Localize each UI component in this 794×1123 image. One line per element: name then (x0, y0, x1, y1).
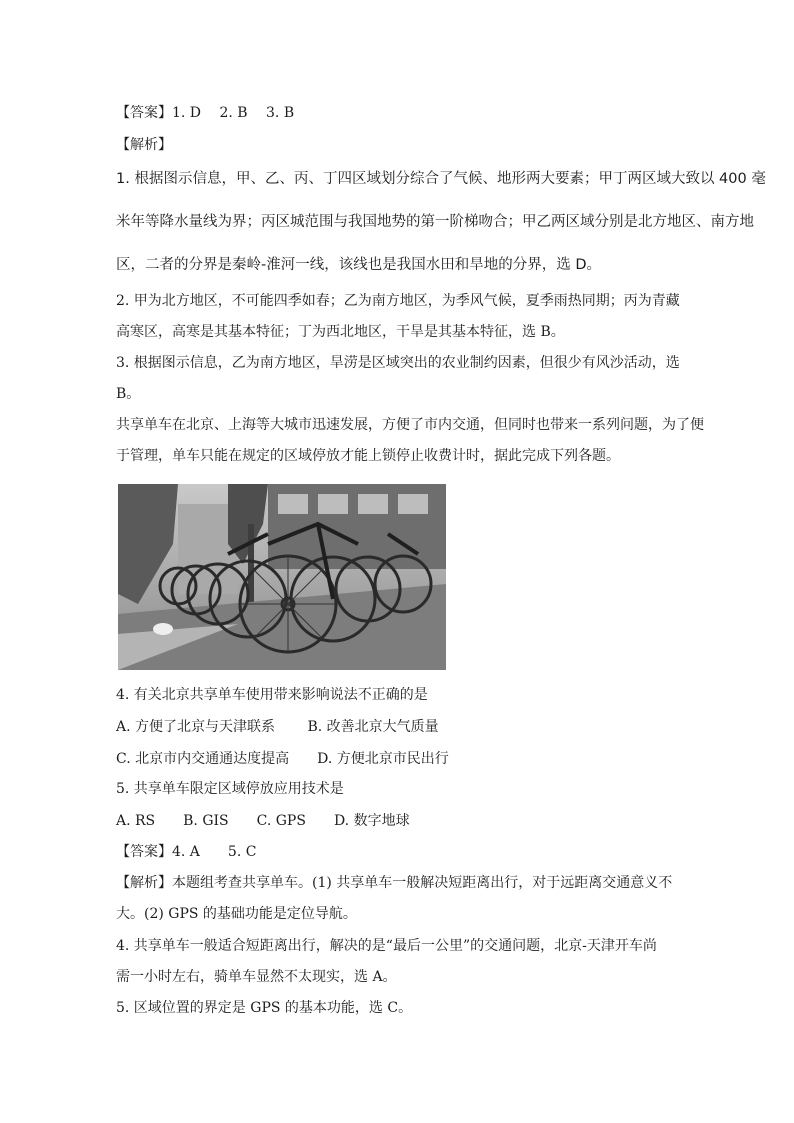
answer-key-1: 【答案】1. D 2. B 3. B (116, 105, 295, 121)
q2-explanation-line-2: 高寒区，高寒是其基本特征；丁为西北地区，干旱是其基本特征，选 B。 (116, 324, 565, 340)
passage-intro-line-2: 于管理，单车只能在规定的区域停放才能上锁停止收费计时，据此完成下列各题。 (116, 448, 620, 464)
q1-explanation-line-3: 区，二者的分界是秦岭-淮河一线，该线也是我国水田和旱地的分界，选 D。 (116, 257, 602, 273)
q3-explanation-line-2: B。 (116, 386, 141, 402)
passage-intro-line-1: 共享单车在北京、上海等大城市迅速发展，方便了市内交通，但同时也带来一系列问题，为了便 (116, 417, 704, 433)
shared-bikes-photo (118, 484, 446, 670)
q4-explanation-line-1: 4. 共享单车一般适合短距离出行，解决的是“最后一公里”的交通问题，北京-天津开车尚 (116, 938, 657, 954)
q4-options-row-2: C. 北京市内交通通达度提高 D. 方便北京市民出行 (116, 751, 449, 767)
q1-explanation-line-1: 1. 根据图示信息，甲、乙、丙、丁四区域划分综合了气候、地形两大要素；甲丁两区域大致以 400 毫 (116, 171, 766, 187)
analysis-2-line-2: 大。(2) GPS 的基础功能是定位导航。 (116, 906, 357, 922)
q4-stem: 4. 有关北京共享单车使用带来影响说法不正确的是 (116, 687, 428, 703)
q2-explanation-line-1: 2. 甲为北方地区，不可能四季如春；乙为南方地区，为季风气候，夏季雨热同期；丙为青藏 (116, 293, 680, 309)
answer-key-2: 【答案】4. A 5. C (116, 844, 257, 860)
q3-explanation-line-1: 3. 根据图示信息，乙为南方地区，旱涝是区域突出的农业制约因素，但很少有风沙活动，选 (116, 355, 680, 371)
q4-explanation-line-2: 需一小时左右，骑单车显然不太现实，选 A。 (116, 969, 397, 985)
analysis-heading-1: 【解析】 (116, 137, 172, 153)
q5-options: A. RS B. GIS C. GPS D. 数字地球 (116, 813, 410, 829)
q5-explanation-line-1: 5. 区域位置的界定是 GPS 的基本功能，选 C。 (116, 1000, 413, 1016)
q5-stem: 5. 共享单车限定区域停放应用技术是 (116, 781, 344, 797)
q1-explanation-line-2: 米年等降水量线为界；丙区城范围与我国地势的第一阶梯吻合；甲乙两区域分别是北方地区、南方地 (116, 214, 754, 230)
analysis-2-line-1: 【解析】本题组考查共享单车。(1) 共享单车一般解决短距离出行，对于远距离交通意义不 (116, 875, 673, 891)
q4-options-row-1: A. 方便了北京与天津联系 B. 改善北京大气质量 (116, 719, 439, 735)
